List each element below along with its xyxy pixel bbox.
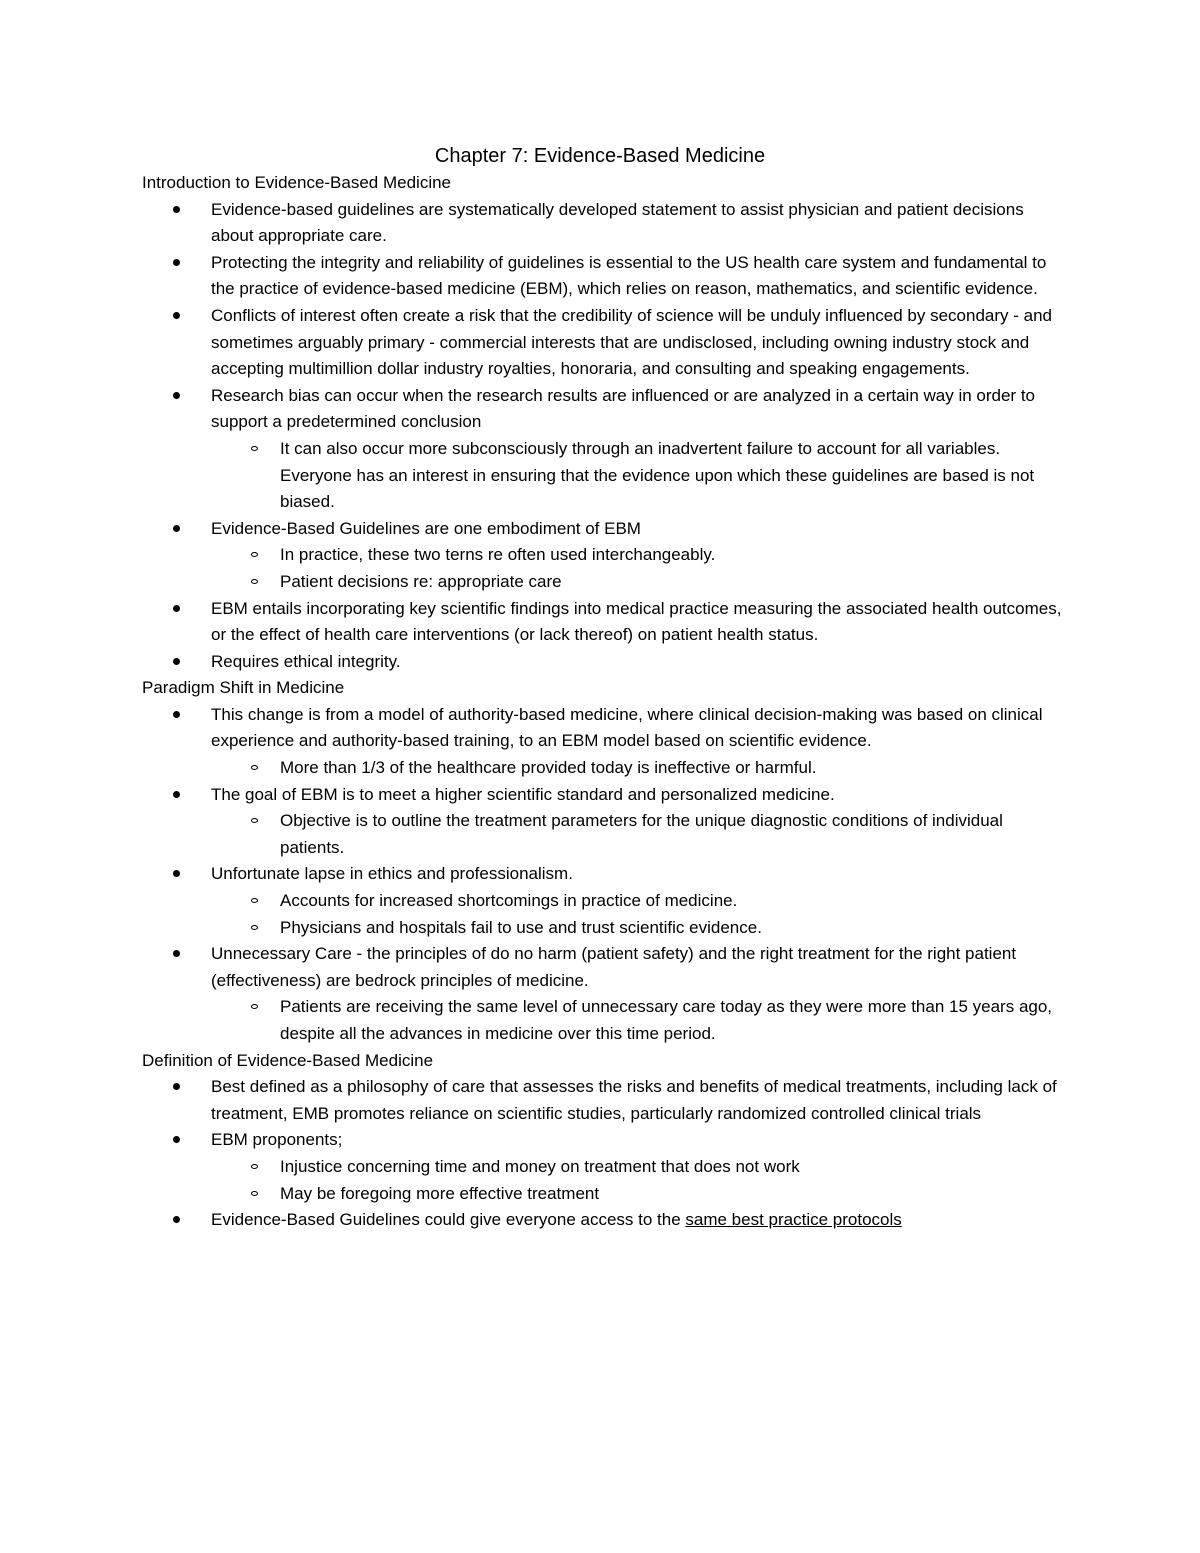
list-item [142,303,1062,383]
list-item-text: Evidence-based guidelines are systematically developed statement to assist physician and patient decisions about appropriate care. [211,199,1024,246]
bullet-list [142,1074,1062,1234]
section-heading: Introduction to Evidence-Based Medicine [142,173,452,192]
sub-list-item-text: Injustice concerning time and money on treatment that does not work [280,1156,800,1176]
bullet-icon [173,392,180,399]
list-item-text: The goal of EBM is to meet a higher scientific standard and personalized medicine. [211,784,835,804]
hollow-bullet-icon [251,925,258,930]
hollow-bullet-icon [251,1004,258,1009]
section-heading: Paradigm Shift in Medicine [142,678,345,698]
list-item-text: Unnecessary Care - the principles of do no harm (patient safety) and the right treatment for the right patient (effectiveness) are bedrock principles of medicine. [211,944,1017,990]
sub-bullet-list [211,542,1062,595]
sub-list-item [211,808,1062,861]
page-title: Chapter 7: Evidence-Based Medicine [434,145,766,167]
list-item-text: Best defined as a philosophy of care that assesses the risks and benefits of medical treatments, including lack of treatment, EMB promotes reliance on scientific studies, particularly randomized controlled clinical trials [211,1077,1057,1123]
sub-list-item [211,1181,1062,1208]
sub-list-item-text: More than 1/3 of the healthcare provided today is ineffective or harmful. [280,758,817,778]
hollow-bullet-icon [251,1191,258,1196]
list-item [142,1127,1062,1207]
bullet-list [142,702,1062,1048]
bullet-icon [173,206,180,213]
bullet-icon [173,711,180,718]
bullet-icon [173,1216,180,1223]
list-item-text: Requires ethical integrity. [211,651,401,671]
list-item [142,702,1062,782]
sub-list-item-text: Accounts for increased shortcomings in practice of medicine. [280,891,738,911]
sub-list-item [211,755,1062,782]
list-item-text: EBM proponents; [211,1130,343,1150]
sub-bullet-list [211,808,1062,861]
list-item [142,941,1062,1047]
sub-list-item-text: It can also occur more subconsciously through an inadvertent failure to account for all variables. Everyone has an interest in ensuring that the evidence upon which these guidelines are based is not biased. [280,438,1035,512]
sub-list-item [211,436,1062,516]
list-item [142,383,1062,516]
bullet-icon [173,1136,180,1143]
list-item-text: Unfortunate lapse in ethics and professionalism. [211,864,573,884]
sub-list-item-text: In practice, these two terns re often used interchangeably. [280,545,716,565]
sub-list-item [211,542,1062,569]
bullet-icon [173,658,180,665]
bullet-icon [173,525,180,532]
hollow-bullet-icon [251,818,258,823]
bullet-icon [173,259,180,266]
hollow-bullet-icon [251,446,258,451]
sub-list-item [211,994,1062,1047]
sub-list-item [211,569,1062,596]
sub-bullet-list [211,888,1062,941]
bullet-list [142,197,1062,676]
list-item [142,861,1062,941]
list-item [142,649,1062,676]
sub-list-item [211,915,1062,942]
list-item [142,250,1062,303]
sub-bullet-list [211,755,1062,782]
hollow-bullet-icon [251,898,258,903]
sub-list-item [211,1154,1062,1181]
sub-list-item-text: Physicians and hospitals fail to use and trust scientific evidence. [280,917,762,937]
list-item-text: Evidence-Based Guidelines could give everyone access to the [211,1210,686,1230]
list-item-text: This change is from a model of authority-based medicine, where clinical decision-making was based on clinical experience and authority-based training, to an EBM model based on scientific evidence. [211,704,1043,751]
list-item [142,197,1062,250]
bullet-icon [173,312,180,319]
bullet-icon [173,950,180,957]
sub-bullet-list [211,436,1062,516]
document-body [142,170,1062,1234]
sub-list-item-text: May be foregoing more effective treatment [280,1183,600,1203]
sub-bullet-list [211,994,1062,1047]
bullet-icon [173,791,180,798]
list-item-text: Conflicts of interest often create a risk that the credibility of science will be unduly influenced by secondary - and sometimes arguably primary - commercial interests that are undisclosed, including owning industry stock and accepting multimillion dollar industry royalties, honoraria, and consulting and speaking engagements. [211,305,1052,379]
list-item-text: Research bias can occur when the research results are influenced or are analyzed in a certain way in order to support a predetermined conclusion [211,385,1035,432]
bullet-icon [173,870,180,877]
list-item [142,782,1062,862]
hollow-bullet-icon [251,1164,258,1169]
sub-list-item-text: Patient decisions re: appropriate care [280,571,562,591]
sub-list-item-text: Patients are receiving the same level of unnecessary care today as they were more than 15 years ago, despite all the advances in medicine over this time period. [280,997,1053,1043]
sub-list-item-text: Objective is to outline the treatment parameters for the unique diagnostic conditions of individual patients. [280,811,1003,857]
bullet-icon [173,605,180,612]
hollow-bullet-icon [251,552,258,557]
sub-bullet-list [211,1154,1062,1207]
list-item [142,596,1062,649]
hollow-bullet-icon [251,579,258,584]
list-item-text: Evidence-Based Guidelines are one embodiment of EBM [211,518,641,538]
list-item-text: Protecting the integrity and reliability of guidelines is essential to the US health care system and fundamental to the practice of evidence-based medicine (EBM), which relies on reason, mathematics, and scientific evidence. [211,252,1047,299]
sub-list-item [211,888,1062,915]
hollow-bullet-icon [251,765,258,770]
underlined-text: same best practice protocols [685,1210,902,1230]
list-item [142,1074,1062,1127]
list-item [142,516,1062,596]
section-heading: Definition of Evidence-Based Medicine [142,1050,434,1070]
bullet-icon [173,1083,180,1090]
list-item [142,1207,1062,1234]
list-item-text: EBM entails incorporating key scientific findings into medical practice measuring the associated health outcomes, or the effect of health care interventions (or lack thereof) on patient health status. [211,598,1062,645]
